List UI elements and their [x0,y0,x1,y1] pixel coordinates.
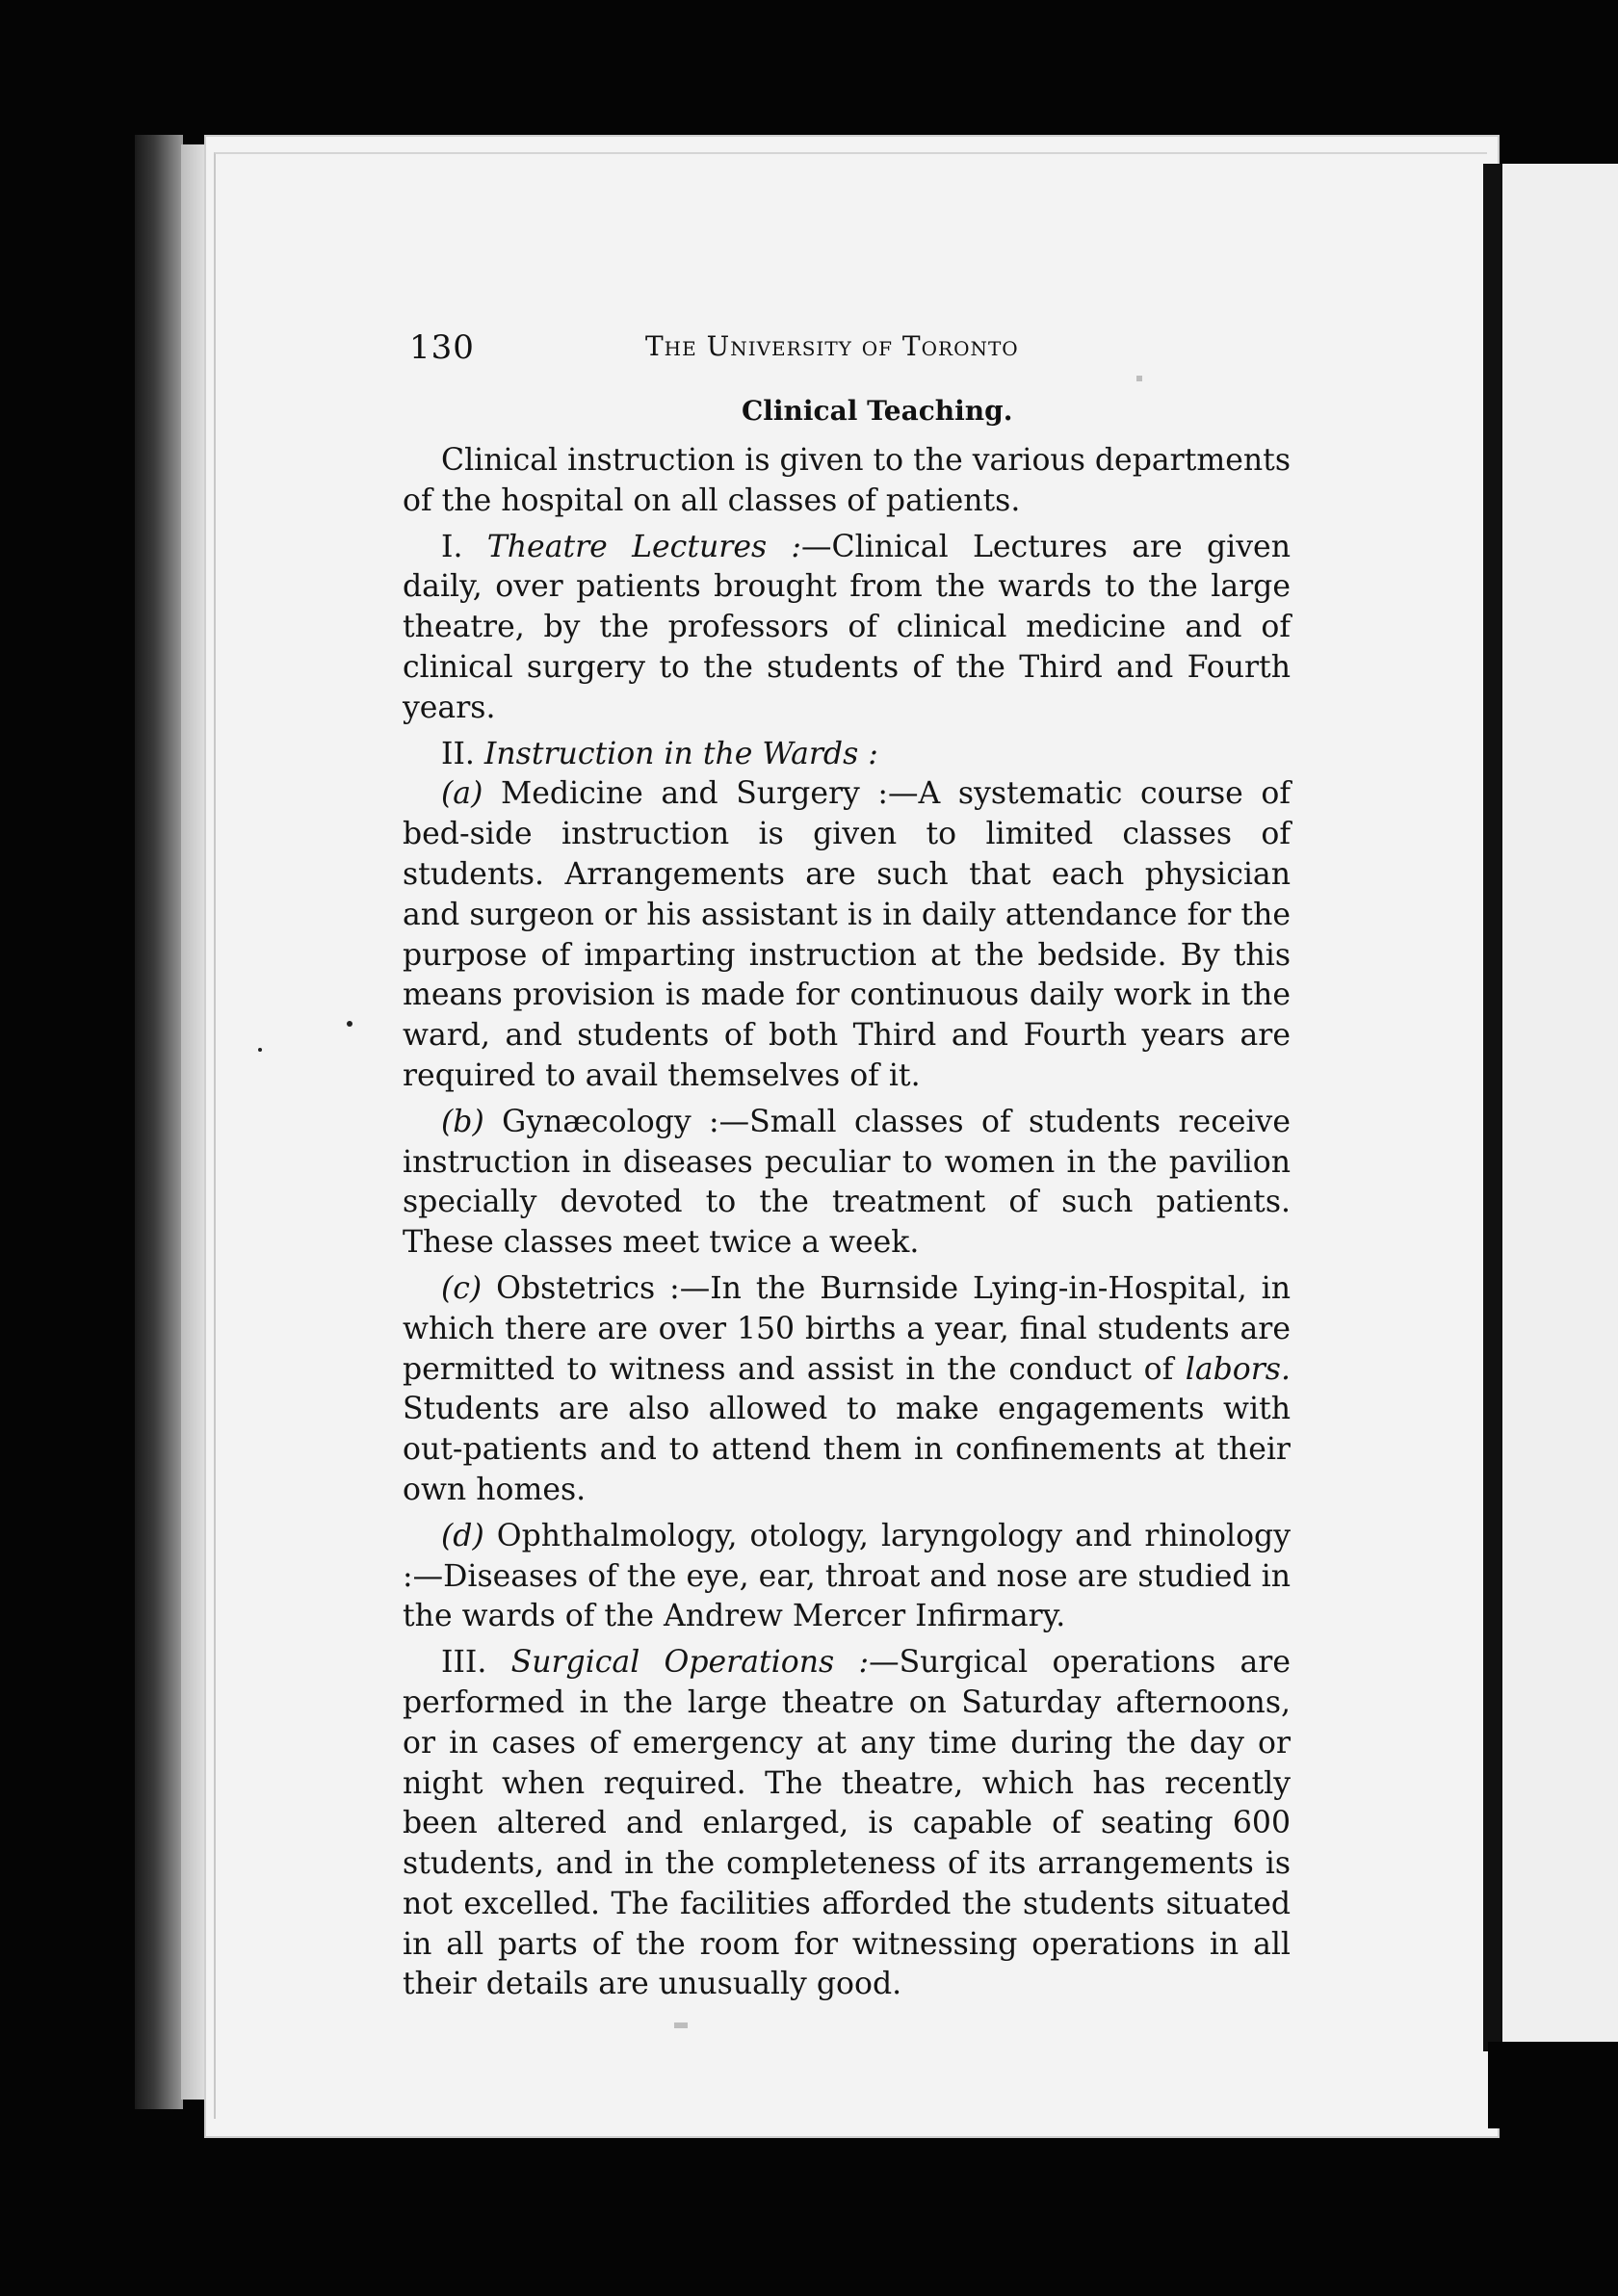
page-number: 130 [409,328,475,367]
surgical-title: Surgical Operations : [510,1645,870,1681]
paper-speck [674,2022,688,2028]
surgical-label: III. [441,1645,511,1681]
ophthalmology-label: (d) [441,1518,484,1553]
theatre-title: Theatre Lectures : [486,529,802,564]
margin-mark [347,1021,352,1027]
medicine-label: (a) [441,776,483,812]
paragraph-theatre-lectures [403,528,1291,729]
obstetrics-label: (c) [441,1270,483,1306]
theatre-label: I. [441,529,487,564]
theatre-text: —Clinical Lectures are given daily, over patients brought from the wards to the large theatre, by the professors of clinical medicine and of clinical surgery to the students of the Third and Fourth years. [403,529,1291,725]
obstetrics-text-1: Obstetrics :—In the Burnside Lying-in-Hospital, in which there are over 150 births a year, final students are permitted to witness and assist in the conduct of [403,1270,1291,1387]
paragraph-gynaecology [403,1103,1291,1264]
paragraph-wards-heading [403,735,1291,775]
paragraph-obstetrics [403,1269,1291,1511]
running-header [409,323,1228,380]
paragraph-surgical-operations [403,1643,1291,2005]
gutter-shadow [1483,164,1502,2051]
adjacent-page [1502,164,1618,2051]
body-text [403,441,1291,2011]
margin-mark [258,1048,262,1052]
paragraph-ophthalmology [403,1517,1291,1637]
gynaecology-label: (b) [441,1104,484,1139]
obstetrics-italic: labors. [1185,1351,1291,1387]
surgical-text: —Surgical operations are performed in the large theatre on Saturday afternoons, or in cases of emergency at any time during the day or night when required. The theatre, which has recently been altered and enlarged, is capable of seating 600 students, and in the completeness of its arrangements is not excelled. The facilities afforded the students situated in all parts of the room for witnessing operations in all their details are unusually good. [403,1645,1291,2002]
adjacent-page-edge [1488,2042,1618,2128]
medicine-text: Medicine and Surgery :—A systematic course of bed-side instruction is given to limited classes of students. Arrangements are such that each physician and surgeon or his assistant is in daily attendance for the purpose of imparting instruction at the bedside. By this means provision is made for continuous daily work in the ward, and students of both Third and Fourth years are required to avail themselves of it. [403,776,1291,1093]
wards-label: II. [441,736,484,771]
book-binding [135,135,183,2109]
paragraph-intro [403,441,1291,522]
wards-title: Instruction in the Wards : [483,736,878,771]
intro-text: Clinical instruction is given to the various departments of the hospital on all classes of patients. [403,443,1291,518]
gynaecology-text: Gynæcology :—Small classes of students receive instruction in diseases peculiar to women in the pavilion specially devoted to the treatment of such patients. These classes meet twice a week. [403,1104,1291,1261]
ophthalmology-text: Ophthalmology, otology, laryngology and rhinology :—Diseases of the eye, ear, throat and nose are studied in the wards of the Andrew Mercer Infirmary. [403,1518,1291,1634]
obstetrics-text-2: Students are also allowed to make engagements with out-patients and to attend them in confinements at their own homes. [403,1392,1291,1507]
paragraph-medicine-surgery [403,774,1291,1096]
running-title: The University of Toronto [645,330,1019,362]
section-heading: Clinical Teaching. [742,395,1013,427]
